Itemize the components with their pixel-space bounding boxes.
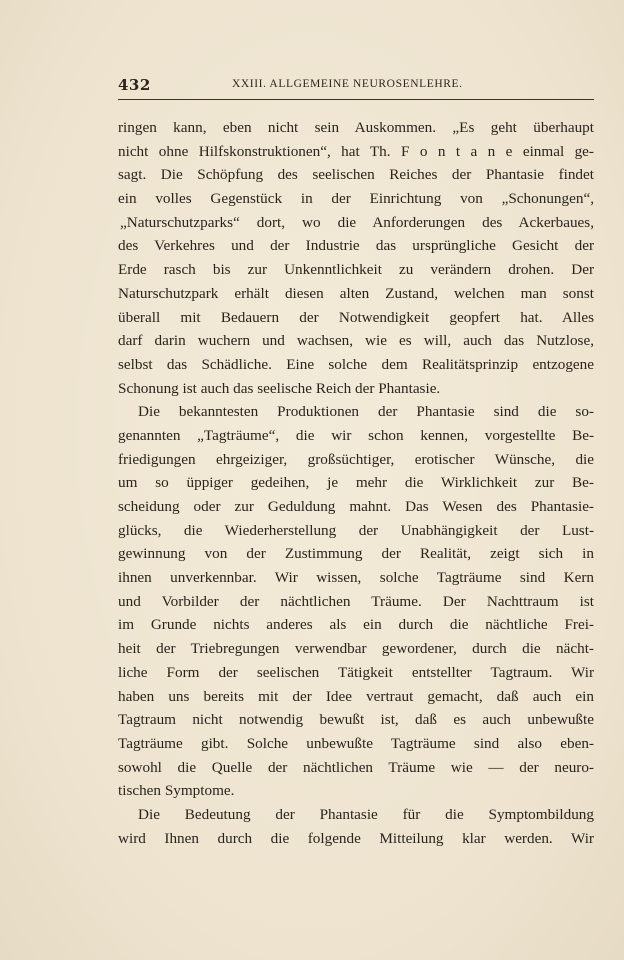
text-line: wird Ihnen durch die folgende Mitteilung klar werden. Wir (118, 829, 594, 847)
text-line: ein volles Gegenstück in der Einrichtung von „Schonungen“, (118, 190, 594, 208)
text-line: „Naturschutzparks“ dort, wo die Anforderungen des Ackerbaues, (120, 213, 594, 231)
text-line: ihnen unverkennbar. Wir wissen, solche Tagträume sind Kern (118, 569, 594, 587)
text-line: Die Bedeutung der Phantasie für die Symptombildung (138, 805, 594, 823)
text-line: nicht ohne Hilfskonstruktionen“, hat Th. F o n t a n e einmal ge- (118, 142, 594, 160)
text-line: glücks, die Wiederherstellung der Unabhängigkeit der Lust- (118, 521, 594, 539)
text-line: Schonung ist auch das seelische Reich der Phantasie. (118, 379, 441, 397)
text-line: sagt. Die Schöpfung des seelischen Reiches der Phantasie findet (118, 166, 594, 184)
text-line: heit der Triebregungen verwendbar gewordener, durch die nächt- (118, 640, 594, 658)
text-line: im Grunde nichts anderes als ein durch die nächtliche Frei- (118, 616, 594, 634)
text-line: scheidung oder zur Geduldung mahnt. Das Wesen des Phantasie- (118, 498, 594, 515)
header-rule (118, 99, 594, 100)
text-line: gewinnung von der Zustimmung der Realität, zeigt sich in (118, 545, 594, 563)
text-line: um so üppiger gedeihen, je mehr die Wirklichkeit zur Be- (118, 474, 594, 492)
running-head: XXIII. ALLGEMEINE NEUROSENLEHRE. (232, 78, 463, 90)
text-line: Die bekanntesten Produktionen der Phantasie sind die so- (138, 403, 594, 421)
text-line: haben uns bereits mit der Idee vertraut gemacht, daß auch ein (118, 687, 594, 705)
text-line: Tagträume gibt. Solche unbewußte Tagträume sind also eben- (118, 734, 594, 752)
text-line: genannten „Tagträume“, die wir schon kennen, vorgestellte Be- (118, 426, 594, 444)
text-line: Erde rasch bis zur Unkenntlichkeit zu verändern drohen. Der (118, 261, 594, 279)
text-line: des Verkehres und der Industrie das ursprüngliche Gesicht der (118, 237, 594, 255)
text-line: friedigungen ehrgeiziger, großsüchtiger, erotischer Wünsche, die (118, 450, 594, 468)
text-line: selbst das Schädliche. Eine solche dem Realitätsprinzip entzogene (118, 355, 594, 373)
text-line: Naturschutzpark erhält diesen alten Zustand, welchen man sonst (118, 284, 594, 302)
text-line: und Vorbilder der nächtlichen Träume. Der Nachttraum ist (118, 592, 594, 610)
text-line: sowohl die Quelle der nächtlichen Träume wie — der neuro- (118, 758, 594, 776)
text-line: Tagtraum nicht notwendig bewußt ist, daß es auch unbewußte (118, 711, 594, 729)
text-line: tischen Symptome. (118, 782, 235, 800)
page-header (118, 76, 594, 100)
body-text (118, 116, 594, 850)
text-line: ringen kann, eben nicht sein Auskommen. „Es geht überhaupt (118, 119, 594, 136)
text-line: liche Form der seelischen Tätigkeit entstellter Tagtraum. Wir (118, 663, 594, 681)
text-line: darf darin wuchern und wachsen, wie es will, auch das Nutzlose, (118, 332, 594, 350)
text-line: überall mit Bedauern der Notwendigkeit geopfert hat. Alles (118, 308, 594, 326)
page-number: 432 (118, 76, 151, 94)
